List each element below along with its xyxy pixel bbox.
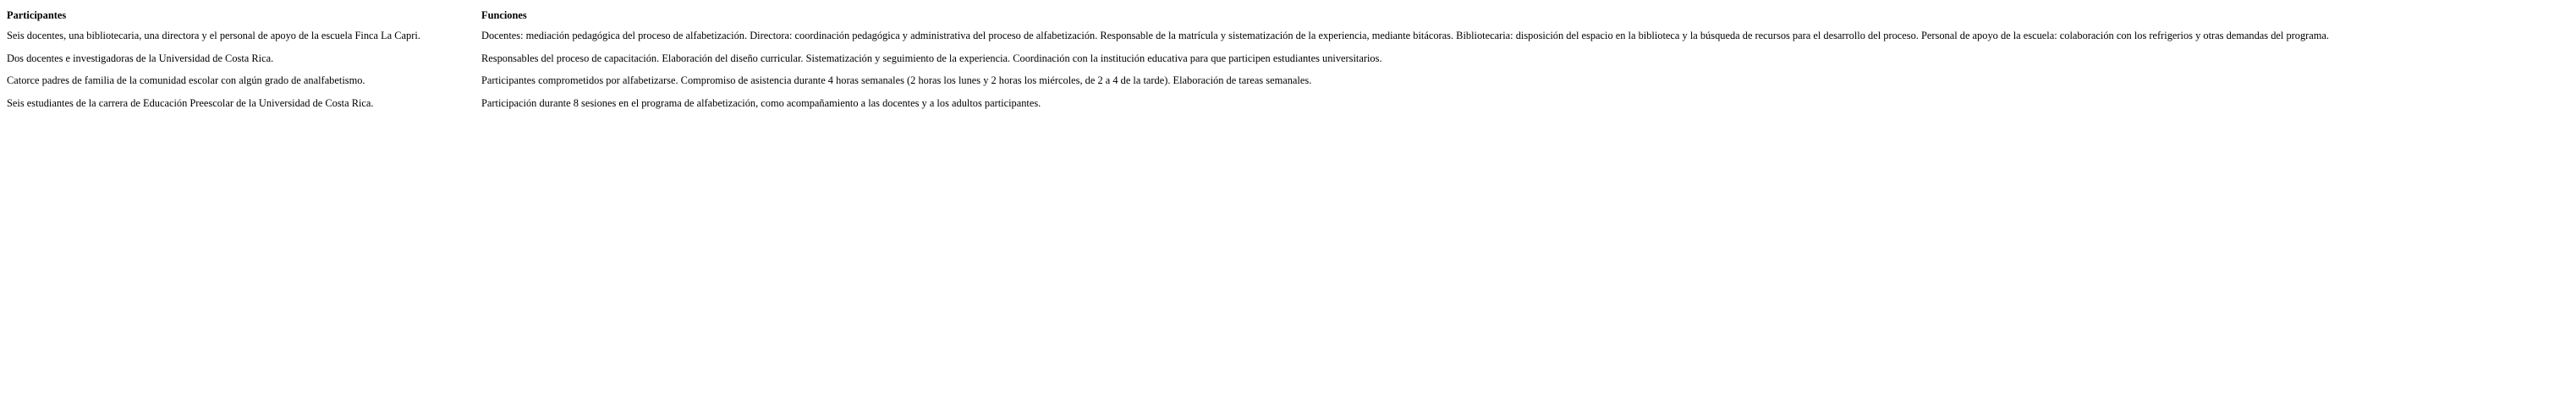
table-row (0, 92, 2576, 115)
table-row (0, 47, 2576, 70)
participant-cell: Dos docentes e investigadoras de la Universidad de Costa Rica. (7, 52, 274, 64)
participant-cell: Catorce padres de familia de la comunidad escolar con algún grado de analfabetismo. (7, 74, 365, 86)
function-cell: Docentes: mediación pedagógica del proceso de alfabetización. Directora: coordinación pedagógica y administrativa del proceso de alfabetización. Responsable de la matrícula y sistematización de la experiencia, mediante bitácoras. Bibliotecaria: disposición del espacio en la biblioteca y la búsqueda de recursos para el desarrollo del proceso. Personal de apoyo de la escuela: colaboración con los refrigerios y otras demandas del programa. (481, 30, 2330, 41)
function-cell: Participantes comprometidos por alfabetizarse. Compromiso de asistencia durante 4 horas semanales (2 horas los lunes y 2 horas los miércoles, de 2 a 4 de la tarde). Elaboración de tareas semanales. (481, 74, 1312, 86)
participant-cell: Seis docentes, una bibliotecaria, una directora y el personal de apoyo de la escuela Finca La Capri. (7, 30, 420, 41)
function-cell: Responsables del proceso de capacitación. Elaboración del diseño curricular. Sistematización y seguimiento de la experiencia. Coordinación con la institución educativa para que participen estudiantes universitarios. (481, 52, 1382, 64)
participants-functions-table (0, 0, 2576, 114)
participant-cell: Seis estudiantes de la carrera de Educación Preescolar de la Universidad de Costa Rica. (7, 96, 374, 109)
participants-table-container (0, 0, 2576, 114)
header-participantes: Participantes (7, 9, 67, 21)
table-row (0, 25, 2576, 47)
table-row (0, 69, 2576, 92)
header-funciones: Funciones (481, 9, 527, 21)
function-cell: Participación durante 8 sesiones en el programa de alfabetización, como acompañamiento a las docentes y a los adultos participantes. (481, 96, 1041, 109)
table-header-row (0, 0, 2576, 25)
